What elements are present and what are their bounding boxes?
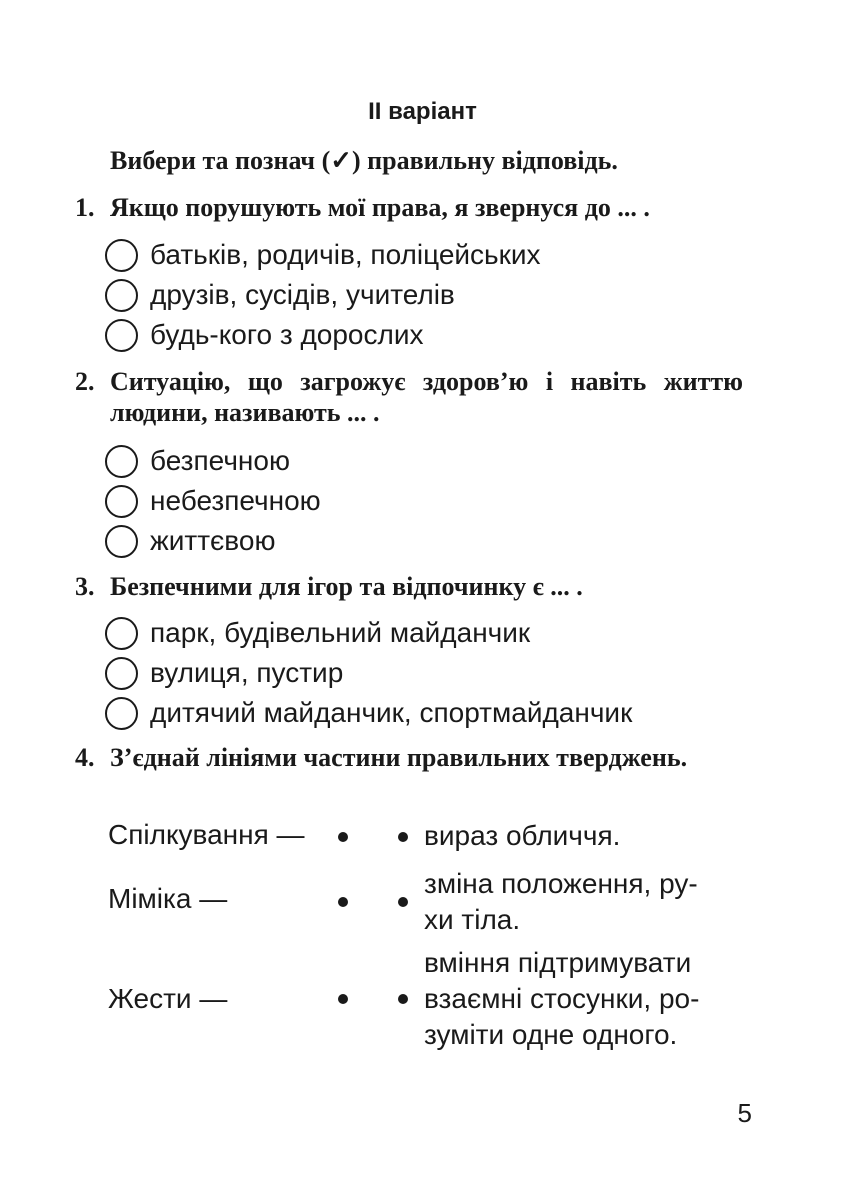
question-number: 4. [75, 743, 95, 772]
answer-options [75, 235, 743, 355]
question-1 [75, 192, 743, 355]
question-text: Якщо порушують мої права, я звернуся до ... . [110, 193, 650, 222]
question-2 [75, 366, 743, 561]
answer-circle-icon[interactable] [105, 279, 138, 312]
question-number: 1. [75, 193, 95, 222]
answer-option[interactable] [105, 481, 743, 521]
page-number: 5 [737, 1098, 752, 1128]
match-right-definition: вміння підтримувати взаємні стосунки, ро- зуміти одне одного. [424, 947, 700, 1050]
match-right-definition: зміна положення, ру- хи тіла. [424, 868, 698, 935]
match-left-dot-icon[interactable] [338, 897, 348, 907]
match-right-dot-icon[interactable] [398, 897, 408, 907]
question-text: Ситуацію, що загрожує здоров’ю і навіть життю людини, називають ... . [110, 367, 743, 427]
option-label: парк, будівельний майданчик [150, 617, 531, 648]
match-left-term: Міміка — [108, 883, 228, 914]
option-label: життєвою [150, 525, 276, 556]
answer-circle-icon[interactable] [105, 697, 138, 730]
match-left-dot-icon[interactable] [338, 994, 348, 1004]
match-right-definition: вираз обличчя. [424, 820, 621, 851]
answer-option[interactable] [105, 441, 743, 481]
answer-option[interactable] [105, 521, 743, 561]
question-text: З’єднай лініями частини правильних тверджень. [110, 743, 688, 772]
answer-circle-icon[interactable] [105, 617, 138, 650]
question-3 [75, 571, 743, 733]
match-left-dot-icon[interactable] [338, 832, 348, 842]
answer-circle-icon[interactable] [105, 319, 138, 352]
question-number: 2. [75, 367, 95, 396]
answer-option[interactable] [105, 693, 743, 733]
answer-circle-icon[interactable] [105, 445, 138, 478]
answer-circle-icon[interactable] [105, 657, 138, 690]
option-label: будь-кого з дорослих [150, 319, 424, 350]
question-number: 3. [75, 572, 95, 601]
option-label: дитячий майданчик, спортмайданчик [150, 697, 633, 728]
option-label: безпечною [150, 445, 290, 476]
match-right-dot-icon[interactable] [398, 832, 408, 842]
answer-option[interactable] [105, 235, 743, 275]
answer-option[interactable] [105, 653, 743, 693]
answer-option[interactable] [105, 613, 743, 653]
question-4 [75, 742, 743, 773]
answer-options [75, 613, 743, 733]
answer-circle-icon[interactable] [105, 485, 138, 518]
option-label: друзів, сусідів, учителів [150, 279, 455, 310]
match-left-term: Спілкування — [108, 819, 305, 850]
answer-circle-icon[interactable] [105, 525, 138, 558]
question-text: Безпечними для ігор та відпочинку є ... . [110, 572, 583, 601]
variant-title: II варіант [368, 98, 477, 125]
answer-circle-icon[interactable] [105, 239, 138, 272]
answer-option[interactable] [105, 315, 743, 355]
option-label: вулиця, пустир [150, 657, 344, 688]
match-left-term: Жести — [108, 983, 228, 1014]
answer-options [75, 441, 743, 561]
option-label: батьків, родичів, поліцейських [150, 239, 541, 270]
match-right-dot-icon[interactable] [398, 994, 408, 1004]
answer-option[interactable] [105, 275, 743, 315]
option-label: небезпечною [150, 485, 321, 516]
instruction-text: Вибери та познач (✓) правильну відповідь. [110, 146, 618, 175]
